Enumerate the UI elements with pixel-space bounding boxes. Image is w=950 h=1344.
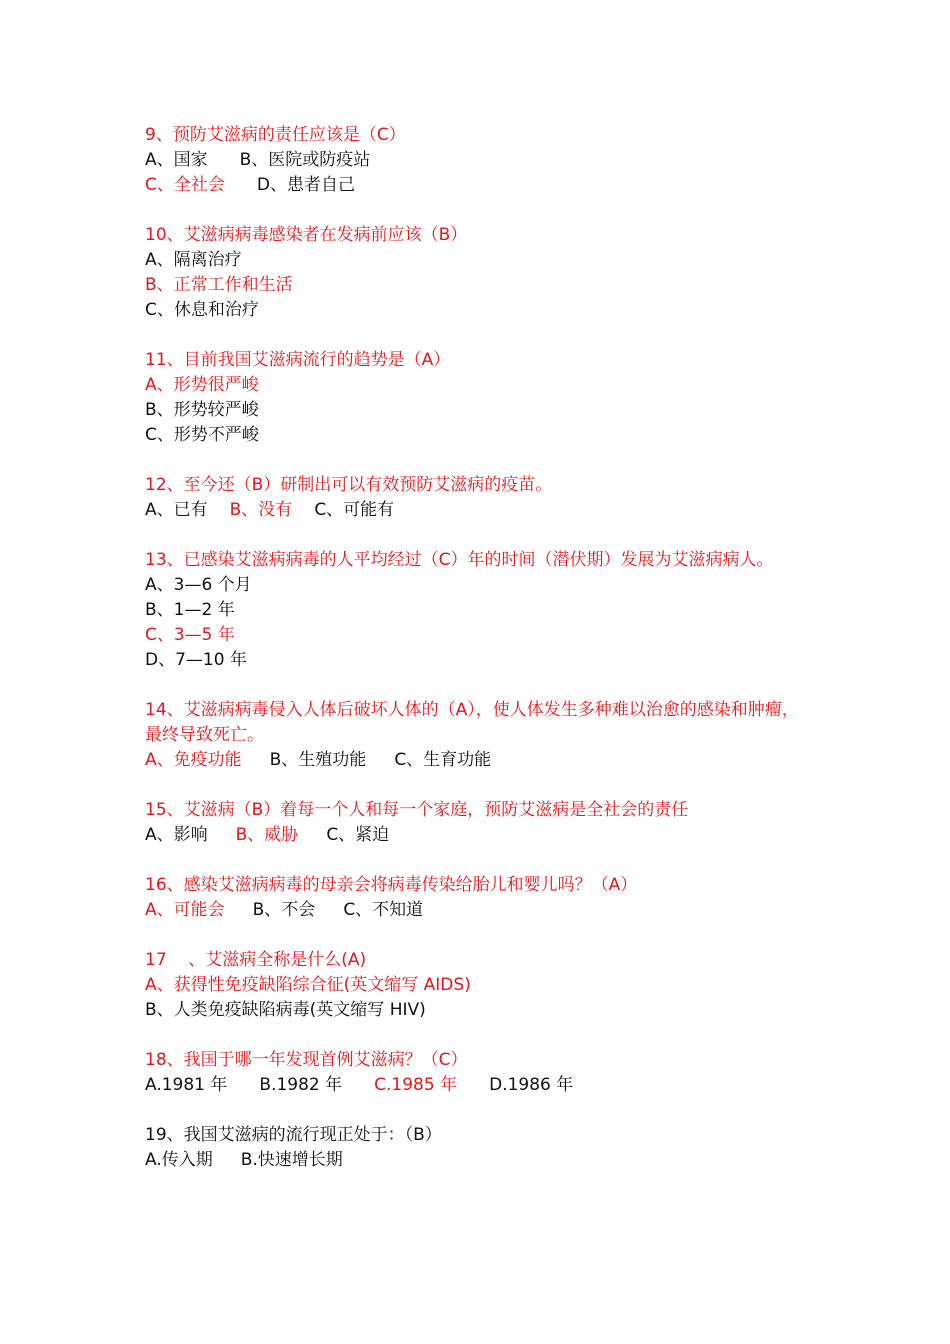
option-line [145, 998, 815, 1023]
option: D、7—10 年 [145, 650, 247, 670]
option: C、休息和治疗 [145, 300, 259, 320]
option-line [145, 373, 815, 398]
option: A、影响 [145, 825, 208, 845]
option: A、国家 [145, 150, 208, 170]
question-16 [145, 873, 815, 923]
option: B.1982 年 [259, 1075, 343, 1095]
option: D、患者自己 [256, 175, 355, 195]
option: B.快速增长期 [240, 1150, 343, 1170]
question-11 [145, 348, 815, 448]
option-line [145, 398, 815, 423]
option: B、医院或防疫站 [239, 150, 371, 170]
question-text: 12、至今还（B）研制出可以有效预防艾滋病的疫苗。 [145, 475, 553, 495]
question-19 [145, 1123, 815, 1173]
option: B、1—2 年 [145, 600, 235, 620]
option: B、人类免疫缺陷病毒(英文缩写 HIV) [145, 1000, 426, 1020]
question-text: 17 、艾滋病全称是什么(A) [145, 950, 367, 970]
question-12 [145, 473, 815, 523]
question-9 [145, 123, 815, 198]
option: A、隔离治疗 [145, 250, 242, 270]
question-text: 19、我国艾滋病的流行现正处于：（B） [145, 1125, 442, 1145]
option-line [145, 648, 815, 673]
question-18 [145, 1048, 815, 1098]
question-17 [145, 948, 815, 1023]
option: C、可能有 [314, 500, 395, 520]
option: B、生殖功能 [269, 750, 367, 770]
option-line [145, 423, 815, 448]
question-text: 11、目前我国艾滋病流行的趋势是（A） [145, 350, 451, 370]
option: C、生育功能 [394, 750, 492, 770]
option: A、已有 [145, 500, 208, 520]
option-line [145, 273, 815, 298]
option-line [145, 823, 815, 848]
question-15 [145, 798, 815, 848]
option-line [145, 298, 815, 323]
option-line [145, 173, 815, 198]
option-line [145, 898, 815, 923]
option: C、3—5 年 [145, 625, 235, 645]
option: A、3—6 个月 [145, 575, 252, 595]
option: C、全社会 [145, 175, 225, 195]
option: B、正常工作和生活 [145, 275, 293, 295]
option-line [145, 748, 815, 773]
option-line [145, 498, 815, 523]
option: C.1985 年 [374, 1075, 458, 1095]
question-text: 9、预防艾滋病的责任应该是（C） [145, 125, 406, 145]
option: A、可能会 [145, 900, 225, 920]
option: A.1981 年 [145, 1075, 228, 1095]
option: D.1986 年 [489, 1075, 574, 1095]
option: B、形势较严峻 [145, 400, 259, 420]
option: C、不知道 [343, 900, 424, 920]
option-line [145, 248, 815, 273]
option: A、形势很严峻 [145, 375, 259, 395]
question-text: 10、艾滋病病毒感染者在发病前应该（B） [145, 225, 468, 245]
option: A.传入期 [145, 1150, 213, 1170]
question-text: 18、我国于哪一年发现首例艾滋病？（C） [145, 1050, 468, 1070]
question-list [145, 123, 815, 1198]
option-line [145, 573, 815, 598]
option-line [145, 1073, 815, 1098]
question-text: 15、艾滋病（B）着每一个人和每一个家庭，预防艾滋病是全社会的责任 [145, 800, 689, 820]
question-text: 16、感染艾滋病病毒的母亲会将病毒传染给胎儿和婴儿吗？（A） [145, 875, 638, 895]
option: A、获得性免疫缺陷综合征(英文缩写 AIDS) [145, 975, 471, 995]
option: A、免疫功能 [145, 750, 242, 770]
question-10 [145, 223, 815, 323]
option: C、形势不严峻 [145, 425, 259, 445]
option-line [145, 623, 815, 648]
option: B、威胁 [235, 825, 299, 845]
option: B、没有 [229, 500, 293, 520]
question-text: 14、艾滋病病毒侵入人体后破坏人体的（A），使人体发生多种难以治愈的感染和肿瘤，最终导致死亡。 [145, 700, 799, 745]
option-line [145, 148, 815, 173]
option: C、紧迫 [326, 825, 390, 845]
option-line [145, 598, 815, 623]
question-text: 13、已感染艾滋病病毒的人平均经过（C）年的时间（潜伏期）发展为艾滋病病人。 [145, 550, 774, 570]
option: B、不会 [252, 900, 316, 920]
option-line [145, 1148, 815, 1173]
question-13 [145, 548, 815, 673]
question-14 [145, 698, 815, 773]
option-line [145, 973, 815, 998]
